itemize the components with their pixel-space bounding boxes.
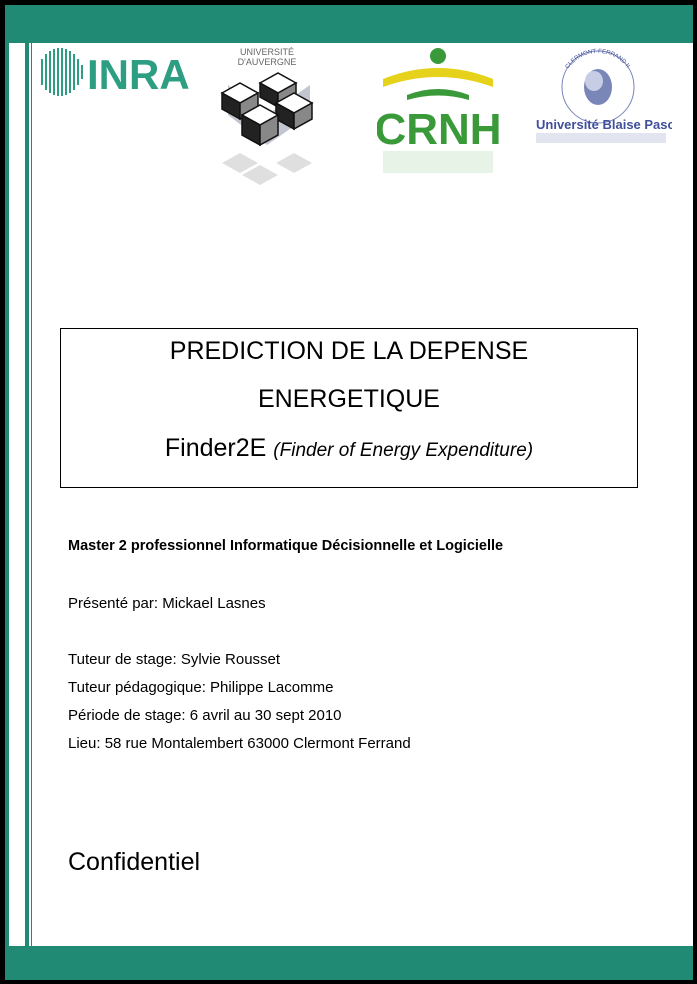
title-line-1: PREDICTION DE LA DEPENSE xyxy=(169,337,529,365)
left-thin-line xyxy=(31,43,32,946)
title-line-2: ENERGETIQUE xyxy=(258,385,440,413)
title-line-3 xyxy=(61,434,637,463)
auvergne-label-bottom: D'AUVERGNE xyxy=(237,57,297,67)
internship-place: Lieu: 58 rue Montalembert 63000 Clermont Ferrand xyxy=(68,735,411,752)
ubp-seal-text: CLERMONT-FERRAND II xyxy=(564,48,631,71)
document-page xyxy=(5,5,693,980)
crnh-logo xyxy=(377,47,499,177)
svg-text:CLERMONT-FERRAND II xyxy=(565,49,631,70)
internship-tutor: Tuteur de stage: Sylvie Rousset xyxy=(68,651,281,668)
crnh-logo-text: CRNH xyxy=(377,105,499,154)
presented-by: Présenté par: Mickael Lasnes xyxy=(68,595,266,612)
title-box xyxy=(60,328,638,488)
auvergne-label-top: UNIVERSITÉ xyxy=(239,47,295,57)
ubp-logo-text: Université Blaise Pascal xyxy=(536,117,672,132)
inra-logo-text: INRA xyxy=(87,51,189,98)
internship-period: Période de stage: 6 avril au 30 sept 2010 xyxy=(68,707,342,724)
left-stripe-outer xyxy=(5,5,9,980)
master-degree: Master 2 professionnel Informatique Décisionnelle et Logicielle xyxy=(68,538,504,554)
confidential-label: Confidentiel xyxy=(68,848,201,876)
bottom-band xyxy=(5,946,693,980)
top-band xyxy=(5,5,693,43)
left-stripe-inner xyxy=(25,5,29,980)
product-name: Finder2E xyxy=(164,434,267,462)
pedagogic-tutor: Tuteur pédagogique: Philippe Lacomme xyxy=(68,679,334,696)
universite-auvergne-logo xyxy=(210,45,325,195)
product-subtitle: (Finder of Energy Expenditure) xyxy=(273,440,534,461)
universite-blaise-pascal-logo xyxy=(532,45,672,157)
inra-logo xyxy=(39,45,189,105)
